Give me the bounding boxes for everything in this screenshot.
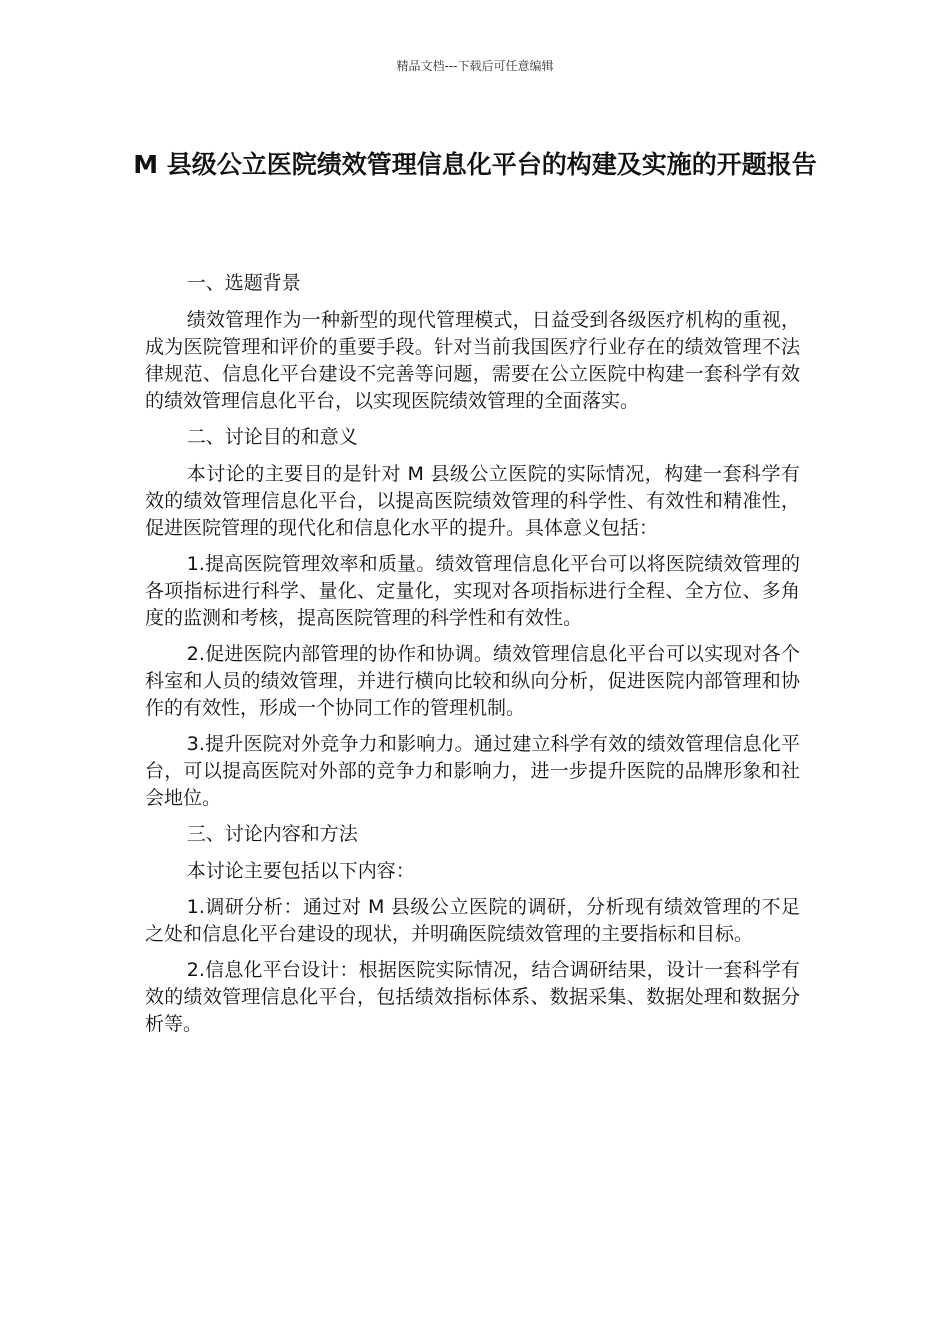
- purpose-item-2: 2.促进医院内部管理的协作和协调。绩效管理信息化平台可以实现对各个科室和人员的绩效管理，并进行横向比较和纵向分析，促进医院内部管理和协作的有效性，形成一个协同工作的管理机制。: [145, 643, 800, 719]
- content-item-1: 1.调研分析：通过对 M 县级公立医院的调研，分析现有绩效管理的不足之处和信息化平台建设的现状，并明确医院绩效管理的主要指标和目标。: [145, 896, 800, 945]
- document-body: [145, 270, 800, 1047]
- section-heading-purpose: 二、讨论目的和意义: [186, 426, 358, 448]
- document-title: M 县级公立医院绩效管理信息化平台的构建及实施的开题报告: [133, 150, 817, 179]
- purpose-paragraph: 本讨论的主要目的是针对 M 县级公立医院的实际情况，构建一套科学有效的绩效管理信息化平台，以提高医院绩效管理的科学性、有效性和精准性，促进医院管理的现代化和信息化水平的提升。具体意义包括：: [145, 463, 800, 539]
- background-paragraph: 绩效管理作为一种新型的现代管理模式，日益受到各级医疗机构的重视，成为医院管理和评价的重要手段。针对当前我国医疗行业存在的绩效管理不法律规范、信息化平台建设不完善等问题，需要在公立医院中构建一套科学有效的绩效管理信息化平台，以实现医院绩效管理的全面落实。: [145, 309, 800, 412]
- purpose-item-1: 1.提高医院管理效率和质量。绩效管理信息化平台可以将医院绩效管理的各项指标进行科学、量化、定量化，实现对各项指标进行全程、全方位、多角度的监测和考核，提高医院管理的科学性和有效性。: [145, 553, 800, 629]
- section-heading-content-methods: 三、讨论内容和方法: [186, 823, 358, 845]
- section-heading-background: 一、选题背景: [186, 272, 301, 294]
- content-item-2: 2.信息化平台设计：根据医院实际情况，结合调研结果，设计一套科学有效的绩效管理信息化平台，包括绩效指标体系、数据采集、数据处理和数据分析等。: [145, 959, 800, 1035]
- page-header: 精品文档---下载后可任意编辑: [396, 59, 554, 73]
- purpose-item-3: 3.提升医院对外竞争力和影响力。通过建立科学有效的绩效管理信息化平台，可以提高医院对外部的竞争力和影响力，进一步提升医院的品牌形象和社会地位。: [145, 733, 800, 809]
- content-intro-paragraph: 本讨论主要包括以下内容：: [186, 860, 415, 882]
